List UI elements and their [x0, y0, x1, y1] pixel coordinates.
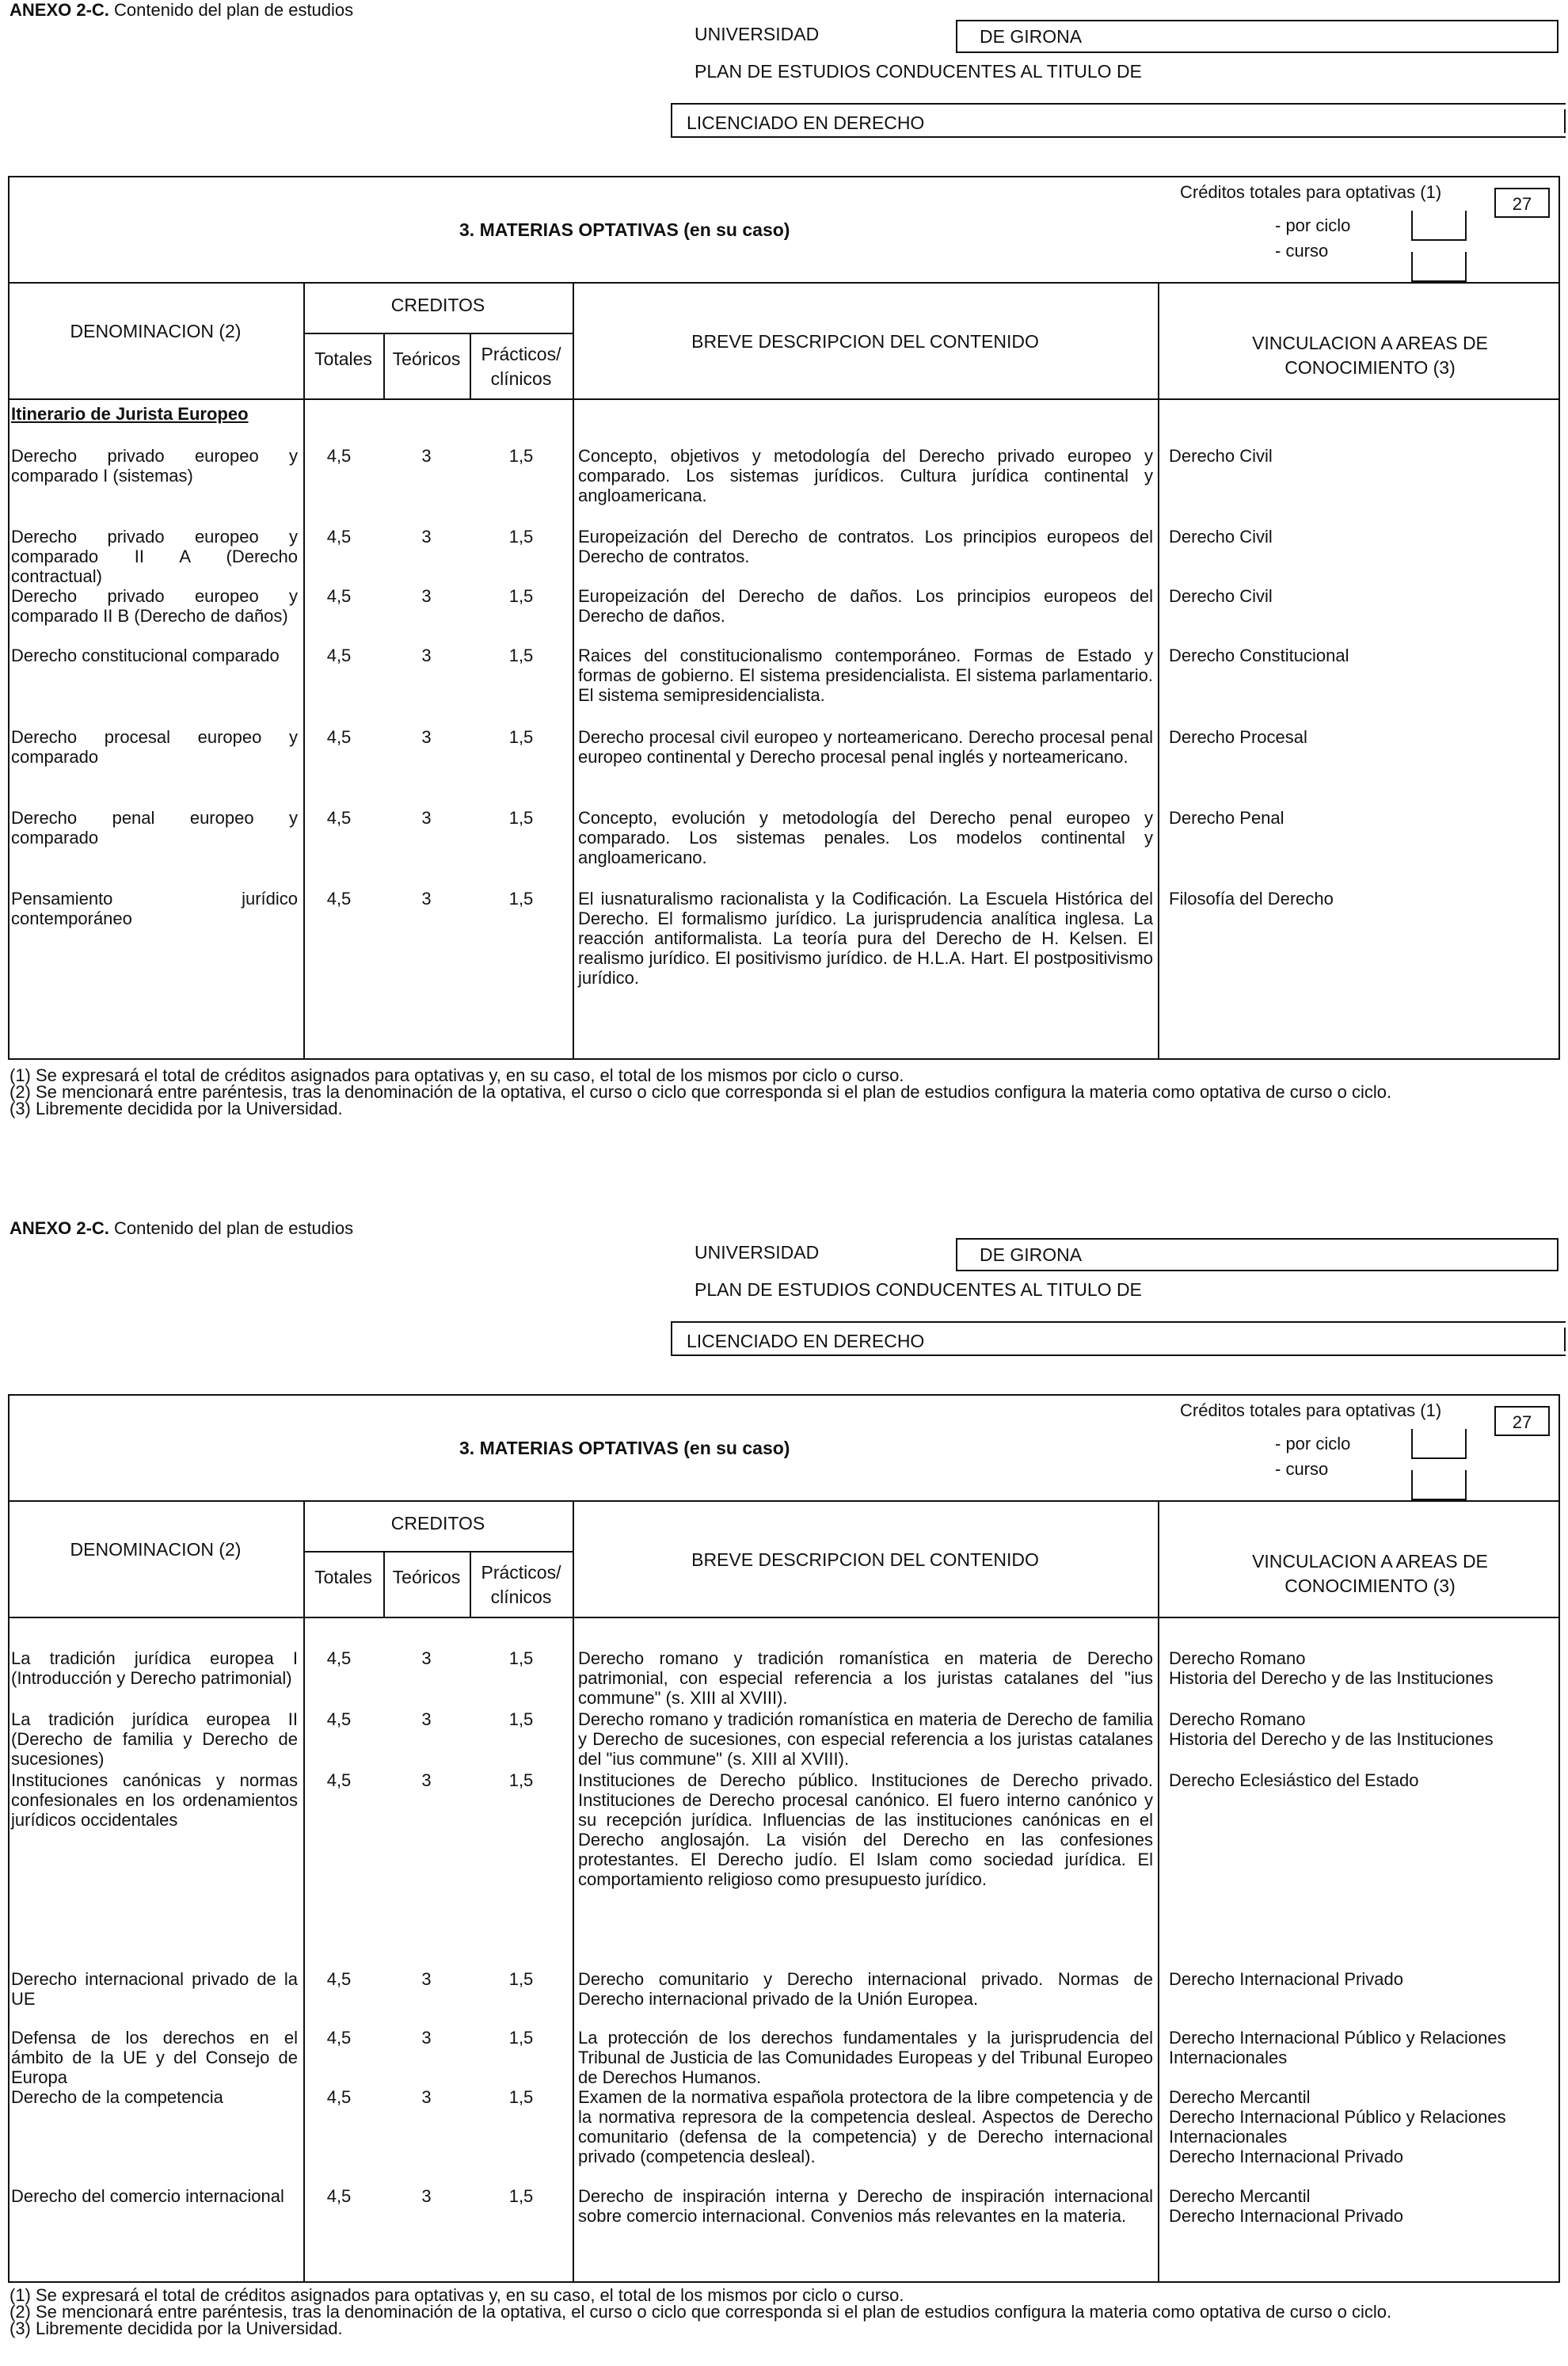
footnote-2: (2) Se mencionará entre paréntesis, tras la denominación de la optativa, el curso o ciclo que corresponda si el plan de estudios configura la materia como optativa de curso o ciclo. — [10, 2302, 1392, 2322]
row-area: Derecho Internacional Público y Relaciones Internacionales — [1169, 2028, 1506, 2067]
row-teoricos: 3 — [421, 1770, 432, 1790]
creditos-totales-label: Créditos totales para optativas (1) — [1180, 1400, 1442, 1420]
footnotes — [10, 1067, 1554, 1117]
row-descripcion: Derecho procesal civil europeo y norteamericano. Derecho procesal penal europeo continental y Derecho procesal penal inglés y norteamericano. — [578, 727, 1153, 767]
totales-header: Totales — [314, 1567, 372, 1587]
row-descripcion: Concepto, evolución y metodología del Derecho penal europeo y comparado. Los sistemas penales. Los modelos continental y angloamericano. — [578, 808, 1153, 867]
row-denominacion: Derecho procesal europeo y comparado — [11, 727, 298, 767]
row-descripcion: Derecho de inspiración interna y Derecho de inspiración internacional sobre comercio internacional. Convenios más relevantes en la materia. — [578, 2186, 1153, 2226]
row-totales: 4,5 — [326, 586, 352, 606]
row-descripcion: Derecho comunitario y Derecho internacional privado. Normas de Derecho internacional privado de la Unión Europea. — [578, 1969, 1153, 2009]
descripcion-header: BREVE DESCRIPCION DEL CONTENIDO — [691, 1549, 1039, 1570]
row-descripcion: La protección de los derechos fundamentales y la jurisprudencia del Tribunal de Justicia de las Comunidades Europeas y del Tribunal Europeo de Derechos Humanos. — [578, 2028, 1153, 2087]
row-area: Derecho Procesal — [1169, 727, 1307, 747]
denominacion-header: DENOMINACION (2) — [70, 1539, 242, 1560]
row-area: Derecho Civil — [1169, 446, 1273, 466]
row-practicos: 1,5 — [508, 586, 534, 606]
totales-header: Totales — [314, 349, 372, 369]
por-ciclo-label: - por ciclo — [1275, 215, 1351, 235]
creditos-header: CREDITOS — [390, 295, 485, 315]
row-denominacion: Derecho privado europeo y comparado I (sistemas) — [11, 446, 298, 486]
creditos-totales-value: 27 — [1494, 188, 1550, 218]
row-descripcion: Europeización del Derecho de daños. Los principios europeos del Derecho de daños. — [578, 586, 1153, 626]
universidad-value: DE GIRONA — [956, 20, 1558, 53]
row-denominacion: Pensamiento jurídico contemporáneo — [11, 889, 298, 928]
row-area: Derecho Civil — [1169, 586, 1273, 606]
row-teoricos: 3 — [421, 2028, 432, 2048]
section-title: 3. MATERIAS OPTATIVAS (en su caso) — [459, 219, 790, 240]
footnote-2: (2) Se mencionará entre paréntesis, tras la denominación de la optativa, el curso o ciclo que corresponda si el plan de estudios configura la materia como optativa de curso o ciclo. — [10, 1082, 1392, 1102]
row-totales: 4,5 — [326, 1770, 352, 1790]
creditos-header: CREDITOS — [390, 1513, 485, 1534]
row-practicos: 1,5 — [508, 727, 534, 747]
titulo-value: LICENCIADO EN DERECHO — [671, 103, 1566, 138]
row-denominacion: Derecho del comercio internacional — [11, 2186, 284, 2206]
row-totales: 4,5 — [326, 527, 352, 547]
row-totales: 4,5 — [326, 2028, 352, 2048]
vinculacion-header: VINCULACION A AREAS DE CONOCIMIENTO (3) — [1252, 1551, 1488, 1596]
row-teoricos: 3 — [421, 527, 432, 547]
row-descripcion: Raices del constitucionalismo contemporáneo. Formas de Estado y formas de gobierno. El sistema presidencialista. El sistema parlamentario. El sistema semipresidencialista. — [578, 646, 1153, 705]
row-practicos: 1,5 — [508, 1969, 534, 1989]
row-denominacion: La tradición jurídica europea I (Introducción y Derecho patrimonial) — [11, 1648, 298, 1688]
row-area: Filosofía del Derecho — [1169, 889, 1334, 909]
row-totales: 4,5 — [326, 808, 352, 828]
row-practicos: 1,5 — [508, 2087, 534, 2107]
row-descripcion: Derecho romano y tradición romanística en materia de Derecho patrimonial, con especial referencia a los juristas catalanes del "ius commune" (s. XIII al XVIII). — [578, 1648, 1153, 1708]
universidad-label: UNIVERSIDAD — [695, 24, 820, 44]
row-totales: 4,5 — [326, 2186, 352, 2206]
footnote-1: (1) Se expresará el total de créditos asignados para optativas y, en su caso, el total de los mismos por ciclo o curso. — [10, 2285, 904, 2305]
row-area: Derecho Penal — [1169, 808, 1284, 828]
row-totales: 4,5 — [326, 646, 352, 665]
row-teoricos: 3 — [421, 1969, 432, 1989]
por-ciclo-box — [1411, 1429, 1467, 1459]
universidad-label: UNIVERSIDAD — [695, 1242, 820, 1263]
row-area: Derecho Internacional Privado — [1169, 1969, 1403, 1989]
teoricos-header: Teóricos — [392, 1567, 461, 1587]
plan-label: PLAN DE ESTUDIOS CONDUCENTES AL TITULO DE — [695, 61, 1142, 82]
anexo-heading: ANEXO 2-C. Contenido del plan de estudios — [10, 1218, 354, 1238]
row-teoricos: 3 — [421, 646, 432, 665]
footnote-1: (1) Se expresará el total de créditos asignados para optativas y, en su caso, el total de los mismos por ciclo o curso. — [10, 1065, 904, 1085]
section-title: 3. MATERIAS OPTATIVAS (en su caso) — [459, 1438, 790, 1458]
row-denominacion: La tradición jurídica europea II (Derecho de familia y Derecho de sucesiones) — [11, 1709, 298, 1769]
curso-label: - curso — [1275, 1459, 1329, 1479]
row-area: Derecho Eclesiástico del Estado — [1169, 1770, 1419, 1790]
row-practicos: 1,5 — [508, 446, 534, 466]
itinerario-label: Itinerario de Jurista Europeo — [11, 404, 249, 424]
row-teoricos: 3 — [421, 2186, 432, 2206]
row-practicos: 1,5 — [508, 1770, 534, 1790]
row-practicos: 1,5 — [508, 2028, 534, 2048]
row-totales: 4,5 — [326, 446, 352, 466]
footnote-3: (3) Libremente decidida por la Universidad. — [10, 1099, 343, 1118]
row-teoricos: 3 — [421, 446, 432, 466]
row-practicos: 1,5 — [508, 889, 534, 909]
practicos-header: Prácticos/ clínicos — [481, 1562, 561, 1607]
practicos-header: Prácticos/ clínicos — [481, 344, 561, 389]
row-teoricos: 3 — [421, 1648, 432, 1668]
titulo-value: LICENCIADO EN DERECHO — [671, 1321, 1566, 1356]
row-teoricos: 3 — [421, 2087, 432, 2107]
creditos-totales-value: 27 — [1494, 1406, 1550, 1436]
curso-box — [1411, 252, 1467, 282]
row-totales: 4,5 — [326, 2087, 352, 2107]
row-area: Derecho Constitucional — [1169, 646, 1349, 665]
row-totales: 4,5 — [326, 1709, 352, 1729]
row-totales: 4,5 — [326, 1648, 352, 1668]
row-descripcion: El iusnaturalismo racionalista y la Codificación. La Escuela Histórica del Derecho. El formalismo jurídico. La jurisprudencia analítica inglesa. La reacción antiformalista. La teoría pura del Derecho de H. Kelsen. El realismo jurídico. El positivismo jurídico. de H.L.A. Hart. El postpositivismo jurídico. — [578, 889, 1153, 988]
row-area: Derecho Mercantil Derecho Internacional Privado — [1169, 2186, 1403, 2226]
row-descripcion: Europeización del Derecho de contratos. Los principios europeos del Derecho de contratos. — [578, 527, 1153, 566]
row-descripcion: Derecho romano y tradición romanística en materia de Derecho de familia y Derecho de sucesiones, con especial referencia a los juristas catalanes del "ius commune" (s. XIII al XVIII). — [578, 1709, 1153, 1769]
row-teoricos: 3 — [421, 727, 432, 747]
row-area: Derecho Civil — [1169, 527, 1273, 547]
row-teoricos: 3 — [421, 586, 432, 606]
row-practicos: 1,5 — [508, 646, 534, 665]
vinculacion-header: VINCULACION A AREAS DE CONOCIMIENTO (3) — [1252, 333, 1488, 378]
row-practicos: 1,5 — [508, 1709, 534, 1729]
denominacion-header: DENOMINACION (2) — [70, 321, 242, 341]
row-practicos: 1,5 — [508, 2186, 534, 2206]
creditos-totales-label: Créditos totales para optativas (1) — [1180, 182, 1442, 202]
row-denominacion: Derecho penal europeo y comparado — [11, 808, 298, 848]
row-descripcion: Concepto, objetivos y metodología del Derecho privado europeo y comparado. Los sistemas jurídicos. Cultura jurídica continental y angloamericana. — [578, 446, 1153, 505]
por-ciclo-box — [1411, 211, 1467, 241]
row-teoricos: 3 — [421, 1709, 432, 1729]
row-descripcion: Instituciones de Derecho público. Instituciones de Derecho privado. Instituciones de Derecho procesal canónico. El fuero interno canónico y su recepción jurídica. Influencias de las instituciones canónicas en el Derecho anglosajón. La visión del Derecho en las confesiones protestantes. El Derecho judío. El Islam como sociedad jurídica. El comportamiento religioso como presupuesto jurídico. — [578, 1770, 1153, 1889]
row-denominacion: Derecho de la competencia — [11, 2087, 223, 2107]
footnote-3: (3) Libremente decidida por la Universidad. — [10, 2318, 343, 2338]
row-denominacion: Derecho constitucional comparado — [11, 646, 280, 665]
descripcion-header: BREVE DESCRIPCION DEL CONTENIDO — [691, 331, 1039, 352]
por-ciclo-label: - por ciclo — [1275, 1434, 1351, 1454]
row-teoricos: 3 — [421, 889, 432, 909]
row-practicos: 1,5 — [508, 808, 534, 828]
curso-label: - curso — [1275, 241, 1329, 261]
footnotes — [10, 2287, 1554, 2337]
row-denominacion: Defensa de los derechos en el ámbito de la UE y del Consejo de Europa — [11, 2028, 298, 2087]
row-practicos: 1,5 — [508, 1648, 534, 1668]
teoricos-header: Teóricos — [392, 349, 461, 369]
row-totales: 4,5 — [326, 1969, 352, 1989]
row-denominacion: Instituciones canónicas y normas confesionales en los ordenamientos jurídicos occidentales — [11, 1770, 298, 1830]
row-denominacion: Derecho privado europeo y comparado II B (Derecho de daños) — [11, 586, 298, 626]
row-area: Derecho Mercantil Derecho Internacional Público y Relaciones Internacionales Derecho Internacional Privado — [1169, 2087, 1506, 2166]
row-denominacion: Derecho privado europeo y comparado II A (Derecho contractual) — [11, 527, 298, 586]
curso-box — [1411, 1470, 1467, 1500]
universidad-value: DE GIRONA — [956, 1238, 1558, 1271]
anexo-heading: ANEXO 2-C. Contenido del plan de estudios — [10, 0, 354, 20]
row-totales: 4,5 — [326, 889, 352, 909]
row-denominacion: Derecho internacional privado de la UE — [11, 1969, 298, 2009]
row-totales: 4,5 — [326, 727, 352, 747]
plan-label: PLAN DE ESTUDIOS CONDUCENTES AL TITULO DE — [695, 1279, 1142, 1300]
row-practicos: 1,5 — [508, 527, 534, 547]
row-area: Derecho Romano Historia del Derecho y de las Instituciones — [1169, 1709, 1494, 1749]
row-teoricos: 3 — [421, 808, 432, 828]
row-descripcion: Examen de la normativa española protectora de la libre competencia y de la normativa represora de la competencia desleal. Aspectos de Derecho comunitario (defensa de la competencia) y de Derecho internacional privado (competencia desleal). — [578, 2087, 1153, 2166]
row-area: Derecho Romano Historia del Derecho y de las Instituciones — [1169, 1648, 1494, 1688]
